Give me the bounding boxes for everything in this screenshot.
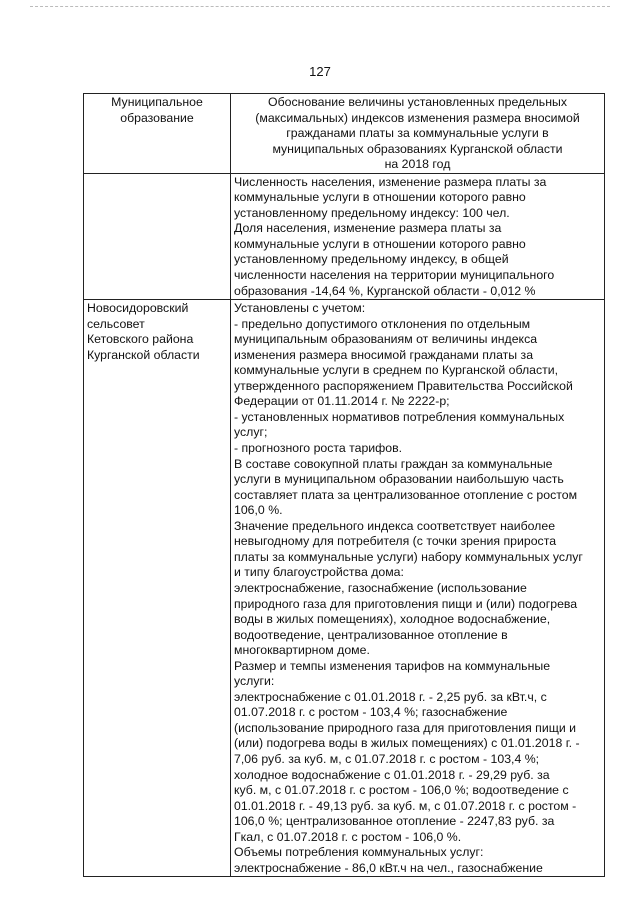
table-header-row xyxy=(84,94,605,174)
text-line: Обоснование величины установленных предельных xyxy=(268,95,567,109)
text-line: утвержденного распоряжением Правительства Российской xyxy=(234,378,573,393)
text-line: установленному предельному индексу: 100 чел. xyxy=(234,205,510,220)
row1-justification-cell xyxy=(231,173,605,299)
text-line: Новосидоровский xyxy=(87,301,189,316)
text-line: 106,0 %. xyxy=(234,503,283,518)
text-line: Размер и темпы изменения тарифов на коммунальные xyxy=(234,658,551,673)
row2-col2-lines xyxy=(234,301,601,876)
text-line: 01.01.2018 г. - 49,13 руб. за куб. м, с 01.07.2018 г. с ростом - xyxy=(234,798,577,813)
text-line: электроснабжение - 86,0 кВт.ч на чел., газоснабжение xyxy=(234,860,543,875)
text-line: Численность населения, изменение размера платы за xyxy=(234,174,547,189)
text-line: сельсовет xyxy=(87,316,145,331)
text-line: 7,06 руб. за куб. м, с 01.07.2018 г. с ростом - 103,4 %; xyxy=(234,751,540,766)
text-line: муниципальным образованиям от величины индекса xyxy=(234,332,538,347)
text-line: Объемы потребления коммунальных услуг: xyxy=(234,845,484,860)
text-line: коммунальные услуги в отношении которого равно xyxy=(234,236,526,251)
tariff-index-table xyxy=(83,93,605,877)
row2-col1-lines xyxy=(87,301,227,363)
header-justification xyxy=(231,94,605,174)
text-line: водоотведение, централизованное отопление в xyxy=(234,627,508,642)
text-line: - предельно допустимого отклонения по отдельным xyxy=(234,316,531,331)
text-line: Муниципальное xyxy=(111,95,203,109)
text-line: воды в жилых помещениях), холодное водоснабжение, xyxy=(234,612,551,627)
text-line: Федерации от 01.11.2014 г. № 2222-р; xyxy=(234,394,450,409)
text-line: Гкал, с 01.07.2018 г. с ростом - 106,0 %. xyxy=(234,829,462,844)
text-line: услуги в муниципальном образовании наибольшую часть xyxy=(234,472,564,487)
text-line: Кетовского района xyxy=(87,332,194,347)
row2-justification-cell xyxy=(231,300,605,877)
text-line: - установленных нормативов потребления коммунальных xyxy=(234,409,565,424)
text-line: Доля населения, изменение размера платы за xyxy=(234,221,502,236)
text-line: изменения размера вносимой гражданами платы за xyxy=(234,347,534,362)
text-line: - прогнозного роста тарифов. xyxy=(234,441,403,456)
row1-col2-lines xyxy=(234,175,601,299)
header-col2-lines xyxy=(234,95,601,173)
text-line: коммунальные услуги в среднем по Курганской области, xyxy=(234,363,559,378)
row2-municipality-cell xyxy=(84,300,231,877)
text-line: Курганской области xyxy=(87,347,200,362)
text-line: многоквартирном доме. xyxy=(234,643,370,658)
text-line: (или) подогрева воды в жилых помещениях) с 01.01.2018 г. - xyxy=(234,736,580,751)
row1-municipality-cell xyxy=(84,173,231,299)
text-line: куб. м, с 01.07.2018 г. с ростом - 106,0 %; водоотведение с xyxy=(234,783,569,798)
text-line: (максимальных) индексов изменения размера вносимой xyxy=(255,110,580,125)
text-line: Установлены с учетом: xyxy=(234,301,366,316)
text-line: образование xyxy=(120,110,194,125)
page-number: 127 xyxy=(309,64,331,79)
text-line: Значение предельного индекса соответствует наиболее xyxy=(234,518,556,533)
table-row xyxy=(84,173,605,299)
text-line: (использование природного газа для приготовления пищи и xyxy=(234,720,576,735)
text-line: невыгодному для потребителя (с точки зрения прироста xyxy=(234,534,557,549)
text-line: платы за коммунальные услуги) набору коммунальных услуг xyxy=(234,549,583,564)
text-line: муниципальных образованиях Курганской области xyxy=(272,141,563,156)
text-line: коммунальные услуги в отношении которого равно xyxy=(234,190,526,205)
text-line: услуги: xyxy=(234,674,275,689)
text-line: на 2018 год xyxy=(384,157,451,172)
text-line: природного газа для приготовления пищи и (или) подогрева xyxy=(234,596,578,611)
scan-artifact-line xyxy=(30,6,610,9)
text-line: численности населения на территории муниципального xyxy=(234,268,555,283)
text-line: и типу благоустройства дома: xyxy=(234,565,404,580)
text-line: электроснабжение, газоснабжение (использование xyxy=(234,580,527,595)
text-line: В составе совокупной платы граждан за коммунальные xyxy=(234,456,553,471)
text-line: услуг; xyxy=(234,425,268,440)
text-line: образования -14,64 %, Курганской области - 0,012 % xyxy=(234,283,536,298)
text-line: гражданами платы за коммунальные услуги в xyxy=(286,126,549,141)
text-line: установленному предельному индексу, в общей xyxy=(234,252,509,267)
table-row xyxy=(84,300,605,877)
text-line: 106,0 %; централизованное отопление - 2247,83 руб. за xyxy=(234,814,555,829)
text-line: 01.07.2018 г. с ростом - 103,4 %; газоснабжение xyxy=(234,705,508,720)
text-line: электроснабжение с 01.01.2018 г. - 2,25 руб. за кВт.ч, с xyxy=(234,689,547,704)
header-municipality xyxy=(84,94,231,174)
text-line: холодное водоснабжение с 01.01.2018 г. - 29,29 руб. за xyxy=(234,767,550,782)
text-line: составляет плата за централизованное отопление с ростом xyxy=(234,487,578,502)
header-col1-lines xyxy=(87,95,227,126)
